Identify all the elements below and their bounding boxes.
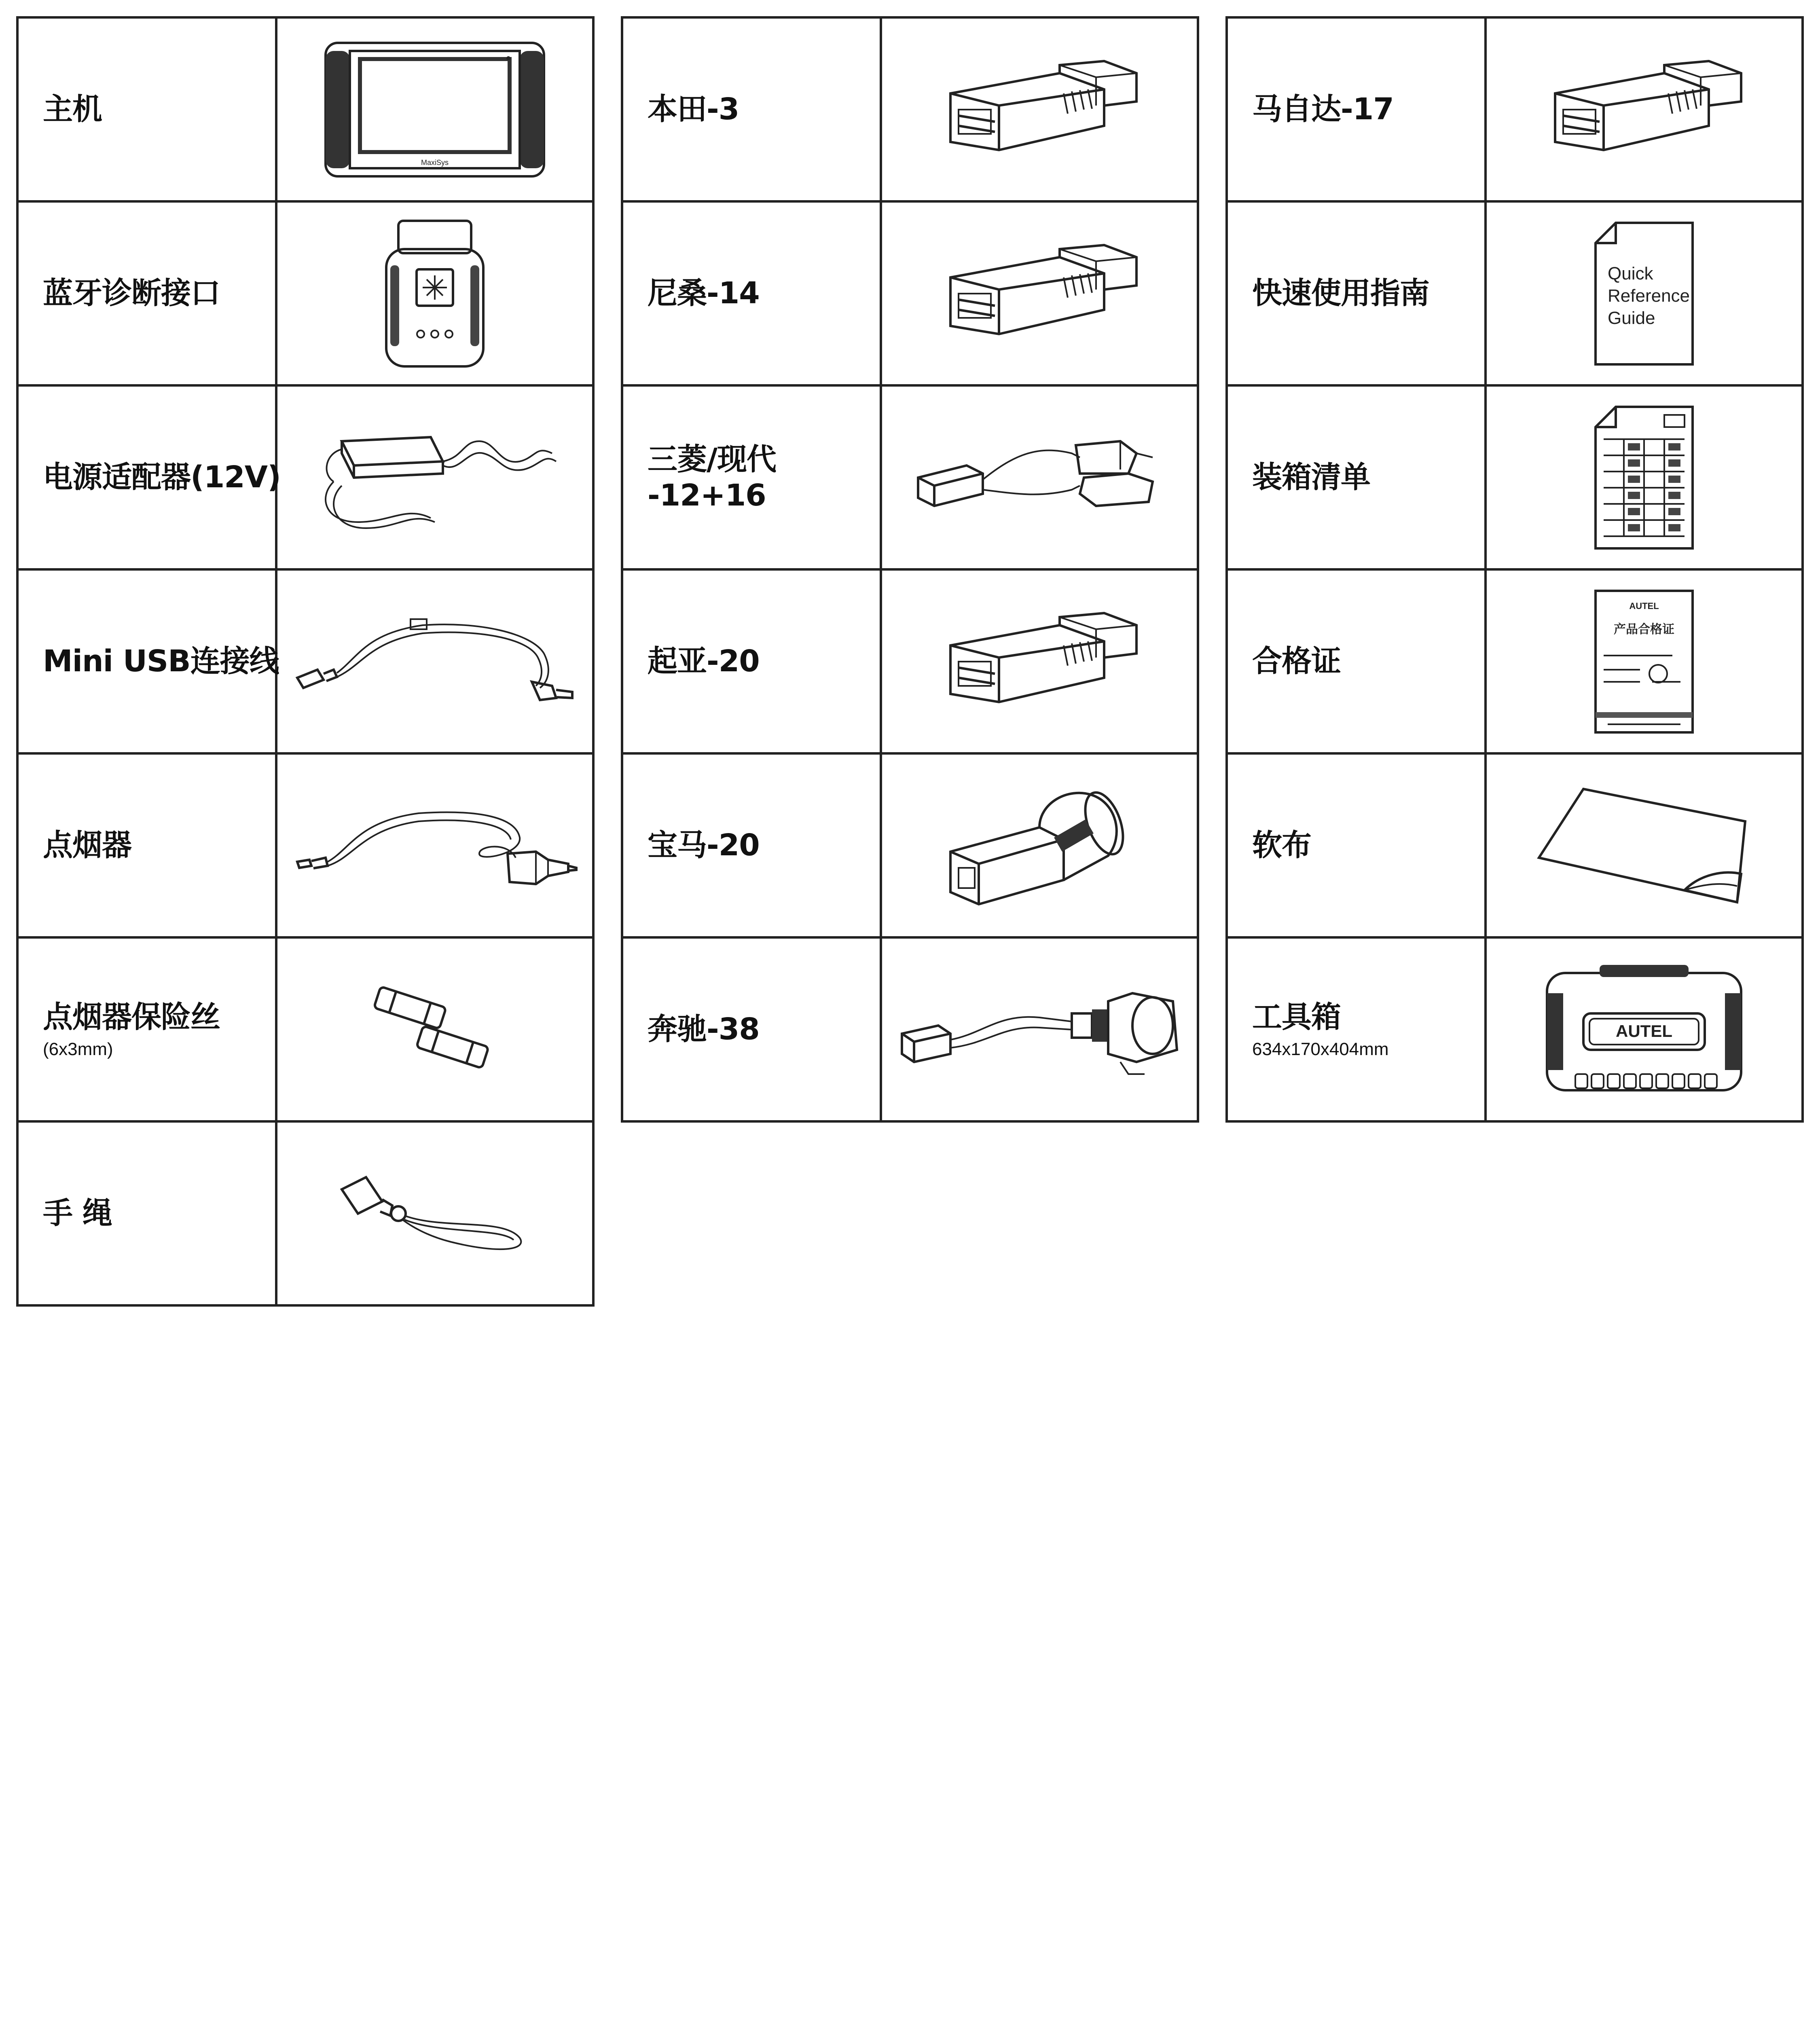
svg-text:Quick: Quick	[1608, 263, 1653, 283]
item-label: 软布	[1252, 828, 1311, 863]
item-image-cell	[1487, 19, 1801, 200]
packing-list-icon	[1591, 403, 1697, 552]
item-label-cell	[623, 571, 882, 752]
usb-cable-icon	[289, 609, 580, 714]
accessory-table-2	[621, 16, 1199, 1123]
table-row	[19, 1123, 592, 1307]
item-label-cell	[1228, 755, 1487, 936]
table-row	[1228, 939, 1801, 1123]
item-label-cell	[623, 203, 882, 384]
accessory-table-1	[16, 16, 595, 1307]
item-label-cell	[19, 387, 281, 568]
item-label: 快速使用指南	[1252, 276, 1429, 311]
y-cable-icon	[910, 429, 1169, 526]
svg-text:AUTEL: AUTEL	[1616, 1021, 1672, 1041]
item-subtext: (6x3mm)	[43, 1039, 113, 1059]
obd-adapter-icon	[1531, 57, 1757, 162]
item-image-cell	[277, 939, 592, 1120]
item-subtext: 634x170x404mm	[1252, 1039, 1389, 1059]
item-label-cell	[19, 19, 277, 200]
lanyard-icon	[330, 1161, 540, 1266]
item-image-cell	[882, 755, 1197, 936]
item-image-cell	[277, 387, 592, 568]
item-label: 奔驰-38	[648, 1012, 760, 1047]
item-label-cell	[623, 387, 882, 568]
item-label: 起亚-20	[648, 644, 760, 679]
table-row	[623, 755, 1197, 939]
item-label-cell	[19, 1123, 277, 1304]
item-label: 本田-3	[648, 92, 739, 127]
table-row	[1228, 571, 1801, 755]
power-adapter-icon	[309, 417, 560, 538]
table-row	[623, 387, 1197, 571]
obd-adapter-icon	[926, 57, 1153, 162]
item-label: 马自达-17	[1252, 92, 1394, 127]
item-image-cell	[277, 203, 592, 384]
item-label: 手 绳	[43, 1196, 112, 1231]
item-label-cell	[623, 755, 882, 936]
svg-text:产品合格证: 产品合格证	[1614, 622, 1674, 637]
item-label: 蓝牙诊断接口	[43, 276, 220, 311]
table-row	[623, 571, 1197, 755]
item-label-cell	[19, 571, 277, 752]
item-label-cell	[19, 755, 277, 936]
table-row	[19, 387, 592, 571]
accessory-table-3	[1225, 16, 1804, 1123]
item-image-cell	[277, 755, 592, 936]
certificate-icon	[1591, 587, 1697, 736]
table-row	[19, 755, 592, 939]
item-label-cell	[1228, 387, 1487, 568]
item-label: 点烟器保险丝	[43, 1000, 220, 1035]
svg-text:Guide: Guide	[1608, 308, 1655, 328]
item-image-cell	[277, 19, 592, 200]
tablet-icon	[322, 35, 548, 184]
obd-adapter-icon	[926, 609, 1153, 714]
bluetooth-vci-icon	[378, 213, 491, 374]
item-label-cell	[623, 939, 882, 1120]
item-label: 工具箱	[1252, 1000, 1341, 1035]
item-image-cell	[882, 203, 1197, 384]
cloth-icon	[1531, 781, 1757, 910]
item-label: 点烟器	[43, 828, 131, 863]
item-label: 主机	[43, 92, 102, 127]
table-row	[623, 203, 1197, 387]
quick-guide-icon	[1591, 219, 1697, 368]
item-image-cell	[277, 571, 592, 752]
item-label: 合格证	[1252, 644, 1341, 679]
table-row	[19, 19, 592, 203]
item-label-cell	[1228, 939, 1487, 1120]
table-row	[19, 939, 592, 1123]
item-label: Mini USB连接线	[43, 644, 279, 679]
cable-adapter-icon	[894, 969, 1185, 1090]
item-image-cell	[1487, 387, 1801, 568]
item-image-cell	[1487, 203, 1801, 384]
item-label: 尼桑-14	[648, 276, 760, 311]
svg-text:MaxiSys: MaxiSys	[421, 158, 449, 167]
item-label-cell	[1228, 19, 1487, 200]
item-label-cell	[19, 203, 277, 384]
table-row	[1228, 387, 1801, 571]
item-label-cell	[1228, 203, 1487, 384]
item-label-cell	[623, 19, 882, 200]
cigarette-lighter-cable-icon	[289, 793, 580, 898]
item-label: 宝马-20	[648, 828, 760, 863]
item-image-cell	[277, 1123, 592, 1304]
item-image-cell	[1487, 939, 1801, 1120]
item-image-cell	[882, 571, 1197, 752]
item-image-cell	[882, 939, 1197, 1120]
item-label: 三菱/现代 -12+16	[648, 442, 777, 513]
item-label: 电源适配器(12V)	[43, 460, 281, 495]
table-row	[623, 19, 1197, 203]
table-row	[1228, 755, 1801, 939]
svg-text:Reference: Reference	[1608, 286, 1690, 306]
fuse-icon	[362, 985, 508, 1074]
item-label-cell	[19, 939, 277, 1120]
item-image-cell	[882, 387, 1197, 568]
svg-text:AUTEL: AUTEL	[1629, 601, 1659, 611]
item-label-cell	[1228, 571, 1487, 752]
item-image-cell	[882, 19, 1197, 200]
toolbox-icon	[1539, 957, 1749, 1102]
item-image-cell	[1487, 571, 1801, 752]
table-row	[1228, 203, 1801, 387]
obd-adapter-icon	[926, 241, 1153, 346]
round-adapter-icon	[934, 779, 1145, 912]
table-row	[623, 939, 1197, 1123]
table-row	[19, 571, 592, 755]
table-row	[1228, 19, 1801, 203]
table-row	[19, 203, 592, 387]
item-label: 装箱清单	[1252, 460, 1370, 495]
item-image-cell	[1487, 755, 1801, 936]
